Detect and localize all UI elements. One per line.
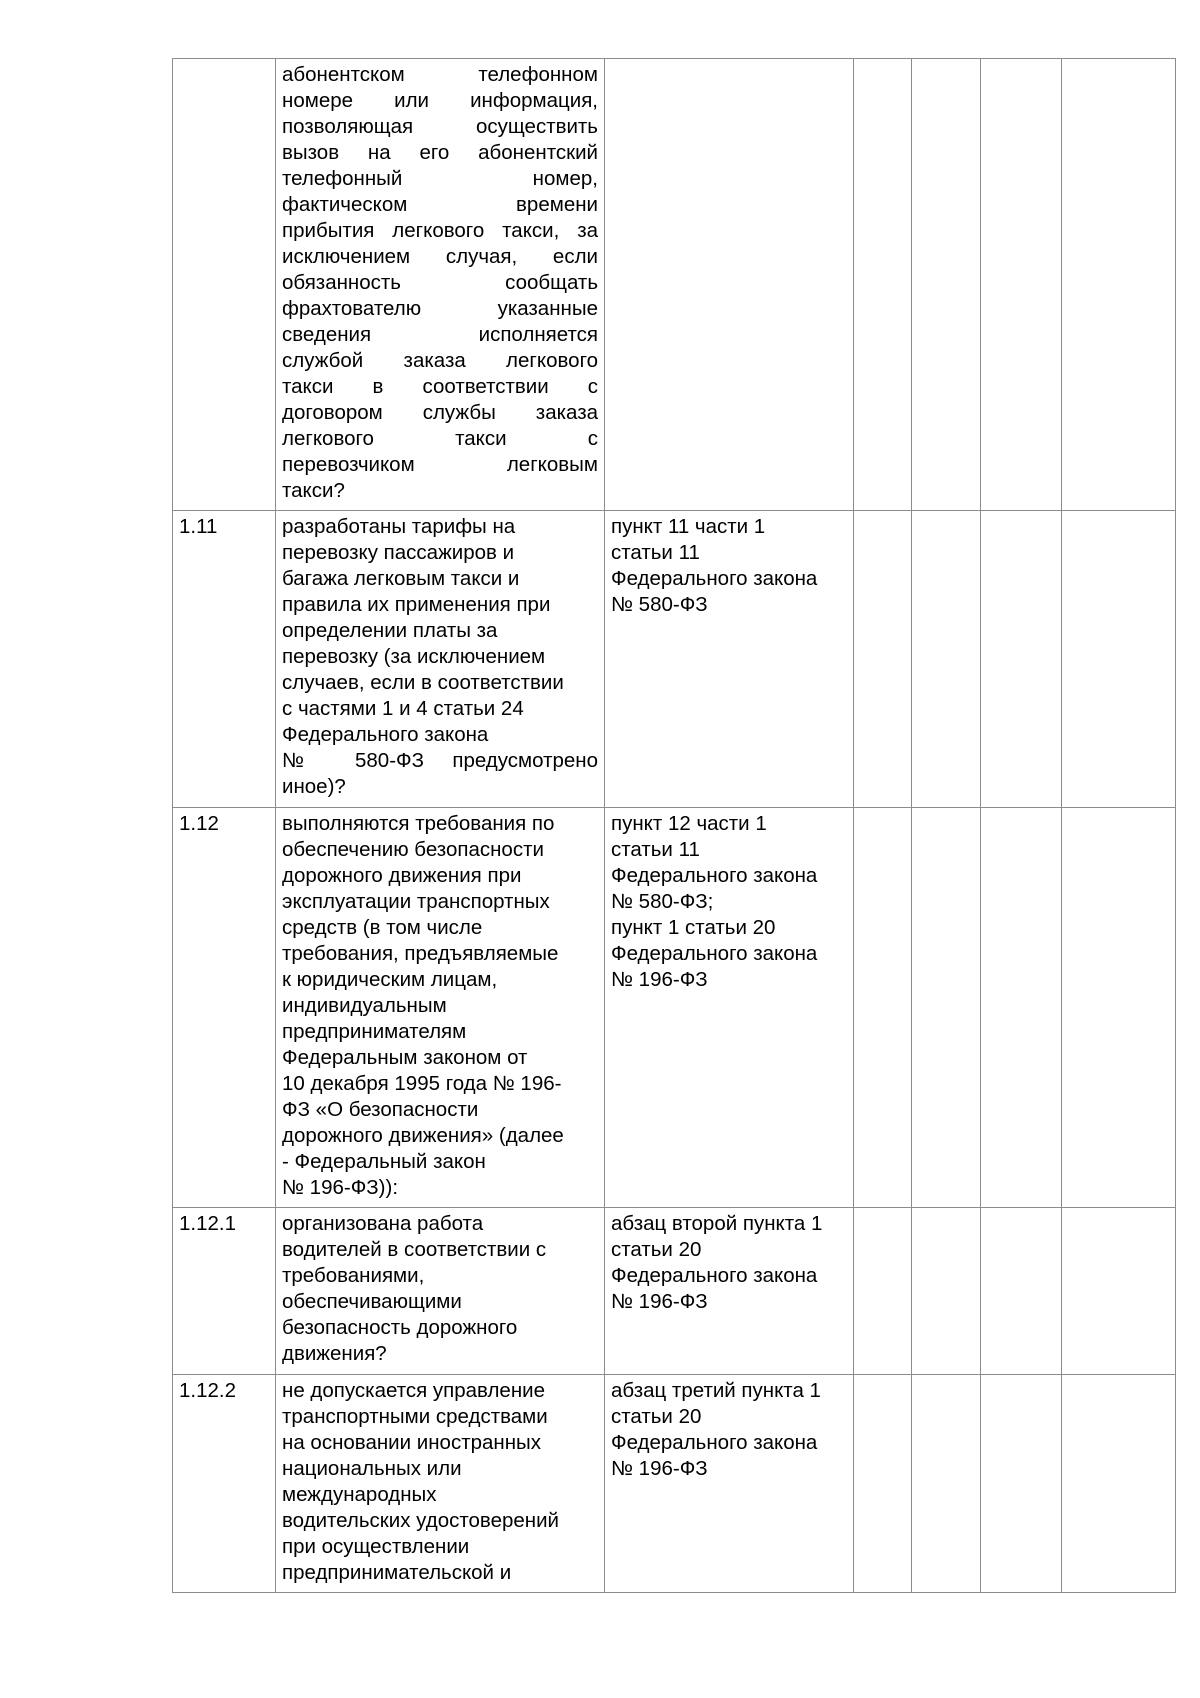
requirement-line: предпринимательской и [282,1561,512,1584]
empty-cell [981,1375,1062,1593]
empty-cell [981,511,1062,808]
requirement-line: дорожного движения» (далее [282,1124,564,1147]
reference-cell [605,511,854,808]
requirement-line: Федерального закона [282,723,489,746]
requirement-line: к юридическим лицам, [282,968,498,991]
requirement-cell [276,59,605,511]
requirement-line: при осуществлении [282,1535,470,1558]
empty-cell [854,1208,912,1375]
requirement-line: перевозку (за исключением [282,645,546,668]
requirement-line: перевозчиком легковым [282,453,598,476]
requirement-line: водительских удостоверений [282,1509,559,1532]
requirement-line: средств (в том числе [282,916,483,939]
empty-cell [1062,1208,1176,1375]
requirement-line: разработаны тарифы на [282,515,516,538]
requirement-line: договором службы заказа [282,401,598,424]
empty-cell [981,59,1062,511]
empty-cell [1062,1375,1176,1593]
requirement-line: фрахтователю указанные [282,297,598,320]
requirement-line: иное)? [282,775,346,798]
requirement-line: требования, предъявляемые [282,942,559,965]
reference-line: статьи 11 [611,541,700,564]
reference-line: № 580-ФЗ; [611,890,714,913]
reference-line: № 196-ФЗ [611,1457,708,1480]
empty-cell [912,511,981,808]
requirement-line: дорожного движения при [282,864,522,887]
requirement-line: № 196-ФЗ)): [282,1176,399,1199]
checklist-table [172,58,1176,1593]
requirement-line: водителей в соответствии с [282,1238,547,1261]
requirement-line: движения? [282,1342,387,1365]
reference-line: пункт 12 части 1 [611,812,767,835]
row-number: 1.12 [179,812,219,835]
requirement-line: телефонный номер, [282,167,598,190]
empty-cell [912,59,981,511]
row-number-cell [173,1375,276,1593]
row-number-cell [173,59,276,511]
reference-line: абзац второй пункта 1 [611,1212,823,1235]
empty-cell [854,59,912,511]
reference-cell [605,59,854,511]
reference-cell [605,1375,854,1593]
reference-cell [605,1208,854,1375]
reference-cell [605,808,854,1208]
requirement-line: эксплуатации транспортных [282,890,550,913]
table-row [173,59,1176,511]
reference-line: Федерального закона [611,864,818,887]
requirement-line: безопасность дорожного [282,1316,518,1339]
requirement-line: 10 декабря 1995 года № 196- [282,1072,562,1095]
requirement-line: национальных или [282,1457,462,1480]
requirement-line: исключением случая, если [282,245,598,268]
empty-cell [912,1208,981,1375]
row-number-cell [173,808,276,1208]
empty-cell [912,1375,981,1593]
empty-cell [1062,511,1176,808]
requirement-line: фактическом времени [282,193,598,216]
requirement-line: организована работа [282,1212,484,1235]
requirement-line: международных [282,1483,437,1506]
requirement-line: службой заказа легкового [282,349,598,372]
empty-cell [1062,59,1176,511]
table-row [173,808,1176,1208]
reference-line: Федерального закона [611,1431,818,1454]
requirement-cell [276,1208,605,1375]
empty-cell [1062,808,1176,1208]
empty-cell [854,1375,912,1593]
reference-line: статьи 20 [611,1405,702,1428]
requirement-line: абонентском телефонном [282,63,598,86]
requirement-line: обеспечению безопасности [282,838,544,861]
row-number-cell [173,1208,276,1375]
row-number: 1.11 [179,515,218,538]
requirement-line: - Федеральный закон [282,1150,486,1173]
requirement-line: правила их применения при [282,593,551,616]
requirement-line: № 580-ФЗ предусмотрено [282,749,598,772]
requirement-line: позволяющая осуществить [282,115,598,138]
requirement-line: не допускается управление [282,1379,546,1402]
row-number-cell [173,511,276,808]
reference-line: № 580-ФЗ [611,593,708,616]
reference-line: № 196-ФЗ [611,968,708,991]
requirement-cell [276,1375,605,1593]
table-row [173,1208,1176,1375]
requirement-line: транспортными средствами [282,1405,548,1428]
requirement-line: вызов на его абонентский [282,141,598,164]
reference-line: абзац третий пункта 1 [611,1379,821,1402]
requirement-line: багажа легковым такси и [282,567,520,590]
reference-line: статьи 11 [611,838,700,861]
requirement-line: Федеральным законом от [282,1046,528,1069]
empty-cell [854,511,912,808]
empty-cell [981,808,1062,1208]
requirement-line: требованиями, [282,1264,425,1287]
requirement-line: такси в соответствии с [282,375,598,398]
reference-line: Федерального закона [611,567,818,590]
requirement-cell [276,511,605,808]
reference-line: Федерального закона [611,942,818,965]
requirement-line: индивидуальным [282,994,447,1017]
requirement-line: сведения исполняется [282,323,598,346]
row-number: 1.12.2 [179,1379,236,1402]
requirement-line: предпринимателям [282,1020,467,1043]
requirement-line: номере или информация, [282,89,598,112]
reference-line: статьи 20 [611,1238,702,1261]
requirement-line: обязанность сообщать [282,271,598,294]
requirement-line: определении платы за [282,619,498,642]
requirement-line: легкового такси с [282,427,598,450]
requirement-line: такси? [282,479,345,502]
table-row [173,1375,1176,1593]
requirement-line: случаев, если в соответствии [282,671,564,694]
empty-cell [854,808,912,1208]
reference-line: пункт 11 части 1 [611,515,766,538]
row-number: 1.12.1 [179,1212,236,1235]
reference-line: Федерального закона [611,1264,818,1287]
requirement-line: ФЗ «О безопасности [282,1098,479,1121]
requirement-line: перевозку пассажиров и [282,541,515,564]
requirement-line: с частями 1 и 4 статьи 24 [282,697,524,720]
requirement-line: на основании иностранных [282,1431,542,1454]
requirement-cell [276,808,605,1208]
reference-line: пункт 1 статьи 20 [611,916,776,939]
empty-cell [981,1208,1062,1375]
table-row [173,511,1176,808]
requirement-line: прибытия легкового такси, за [282,219,598,242]
requirement-line: выполняются требования по [282,812,555,835]
requirement-line: обеспечивающими [282,1290,462,1313]
reference-line: № 196-ФЗ [611,1290,708,1313]
empty-cell [912,808,981,1208]
